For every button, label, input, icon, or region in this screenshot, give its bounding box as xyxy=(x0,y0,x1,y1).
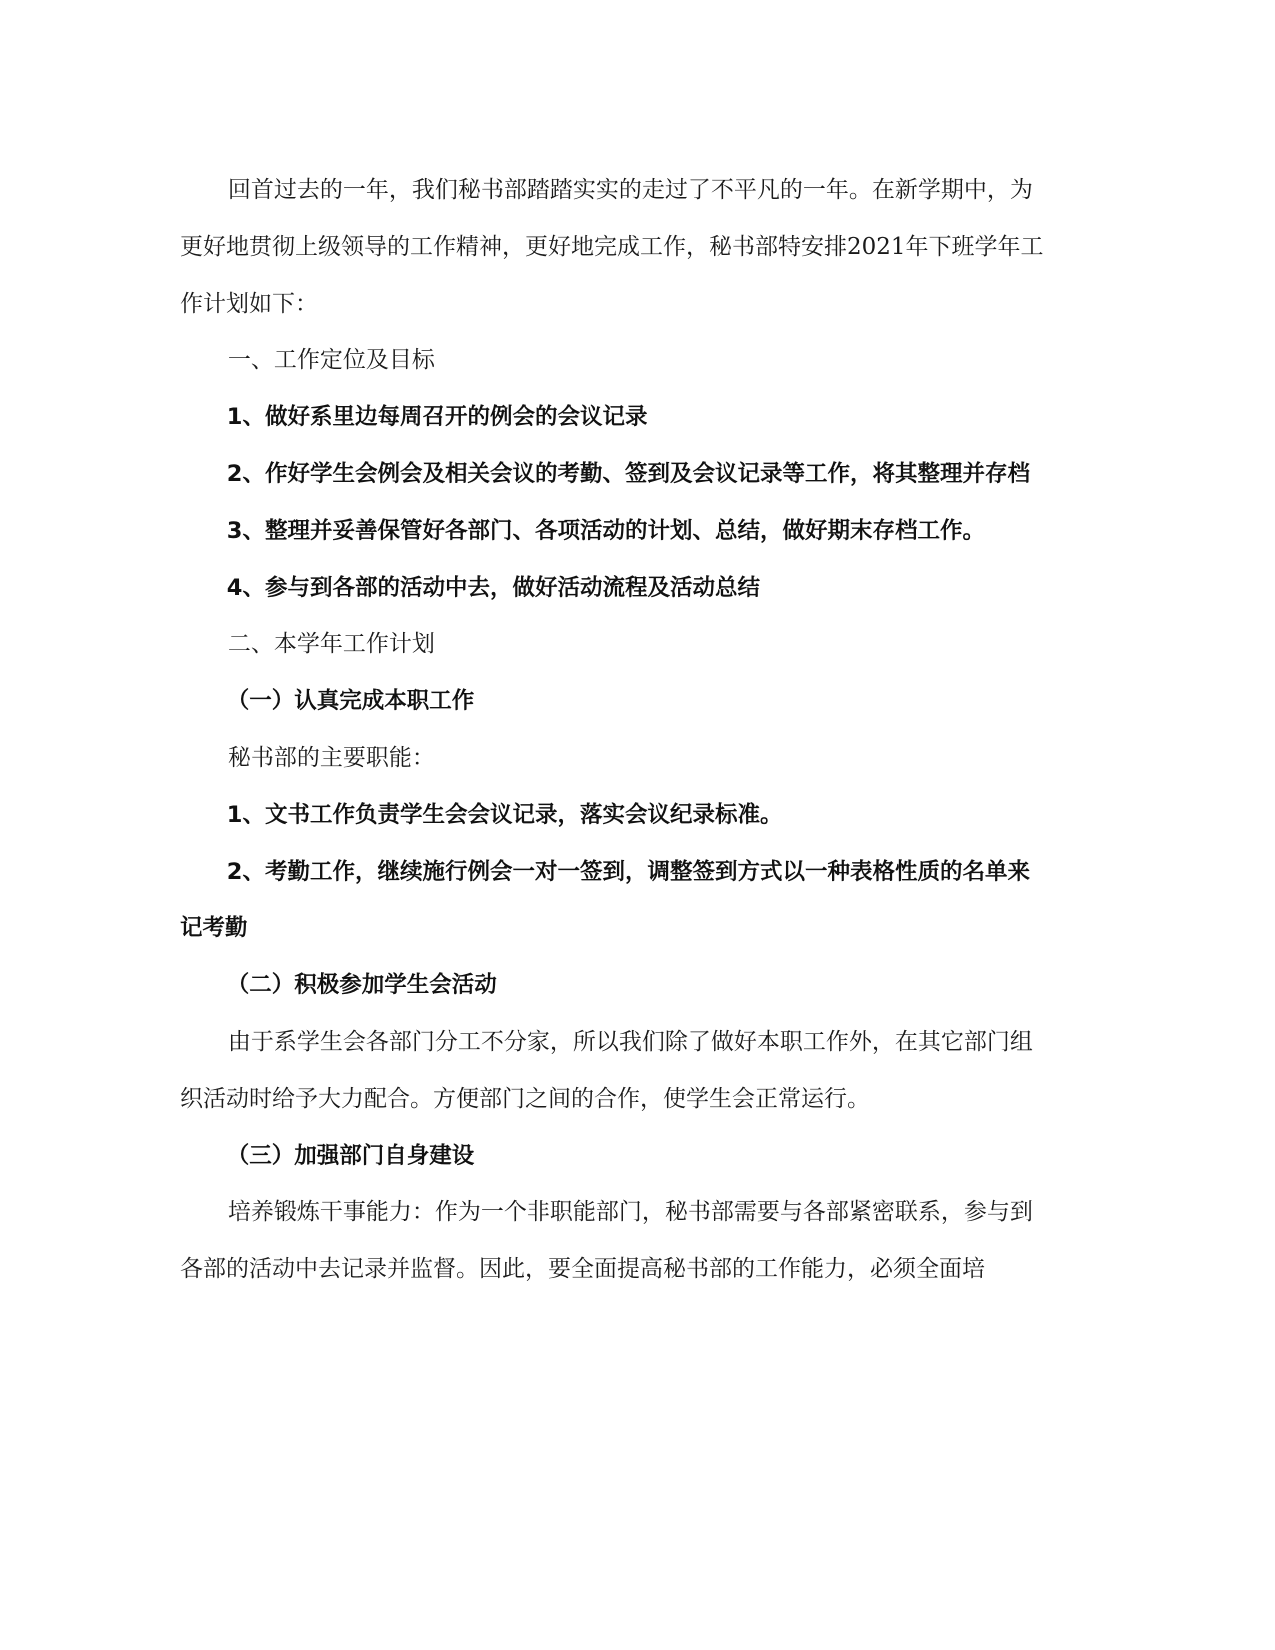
section-heading-1: 一、工作定位及目标 xyxy=(227,347,435,374)
subsection-heading-3: （三）加强部门自身建设 xyxy=(226,1142,475,1169)
goal-item-2: 2、作好学生会例会及相关会议的考勤、签到及会议记录等工作，将其整理并存档 xyxy=(226,460,1030,487)
goal-item-3: 3、整理并妥善保管好各部门、各项活动的计划、总结，做好期末存档工作。 xyxy=(226,517,985,544)
subsection-heading-2: （二）积极参加学生会活动 xyxy=(226,972,497,999)
intro-paragraph: 回首过去的一年，我们秘书部踏踏实实的走过了不平凡的一年。在新学期中，为更好地贯彻上级领导的工作精神，更好地完成工作，秘书部特安排2021年下班学年工作计划如下： xyxy=(180,177,1044,317)
section-heading-2: 二、本学年工作计划 xyxy=(227,631,435,658)
document-body xyxy=(180,162,1050,1298)
duty-item-2: 2、考勤工作，继续施行例会一对一签到，调整签到方式以一种表格性质的名单来记考勤 xyxy=(180,858,1030,942)
subsection-heading-1: （一）认真完成本职工作 xyxy=(226,688,475,715)
goal-item-1: 1、做好系里边每周召开的例会的会议记录 xyxy=(226,404,648,431)
training-paragraph: 培养锻炼干事能力：作为一个非职能部门，秘书部需要与各部紧密联系，参与到各部的活动中去记录并监督。因此，要全面提高秘书部的工作能力，必须全面培 xyxy=(180,1199,1033,1283)
goal-item-4: 4、参与到各部的活动中去，做好活动流程及活动总结 xyxy=(226,574,760,601)
duty-item-1: 1、文书工作负责学生会会议记录，落实会议纪录标准。 xyxy=(226,801,783,828)
cooperation-paragraph: 由于系学生会各部门分工不分家，所以我们除了做好本职工作外，在其它部门组织活动时给予大力配合。方便部门之间的合作，使学生会正常运行。 xyxy=(180,1028,1033,1112)
duties-intro: 秘书部的主要职能： xyxy=(227,744,435,771)
